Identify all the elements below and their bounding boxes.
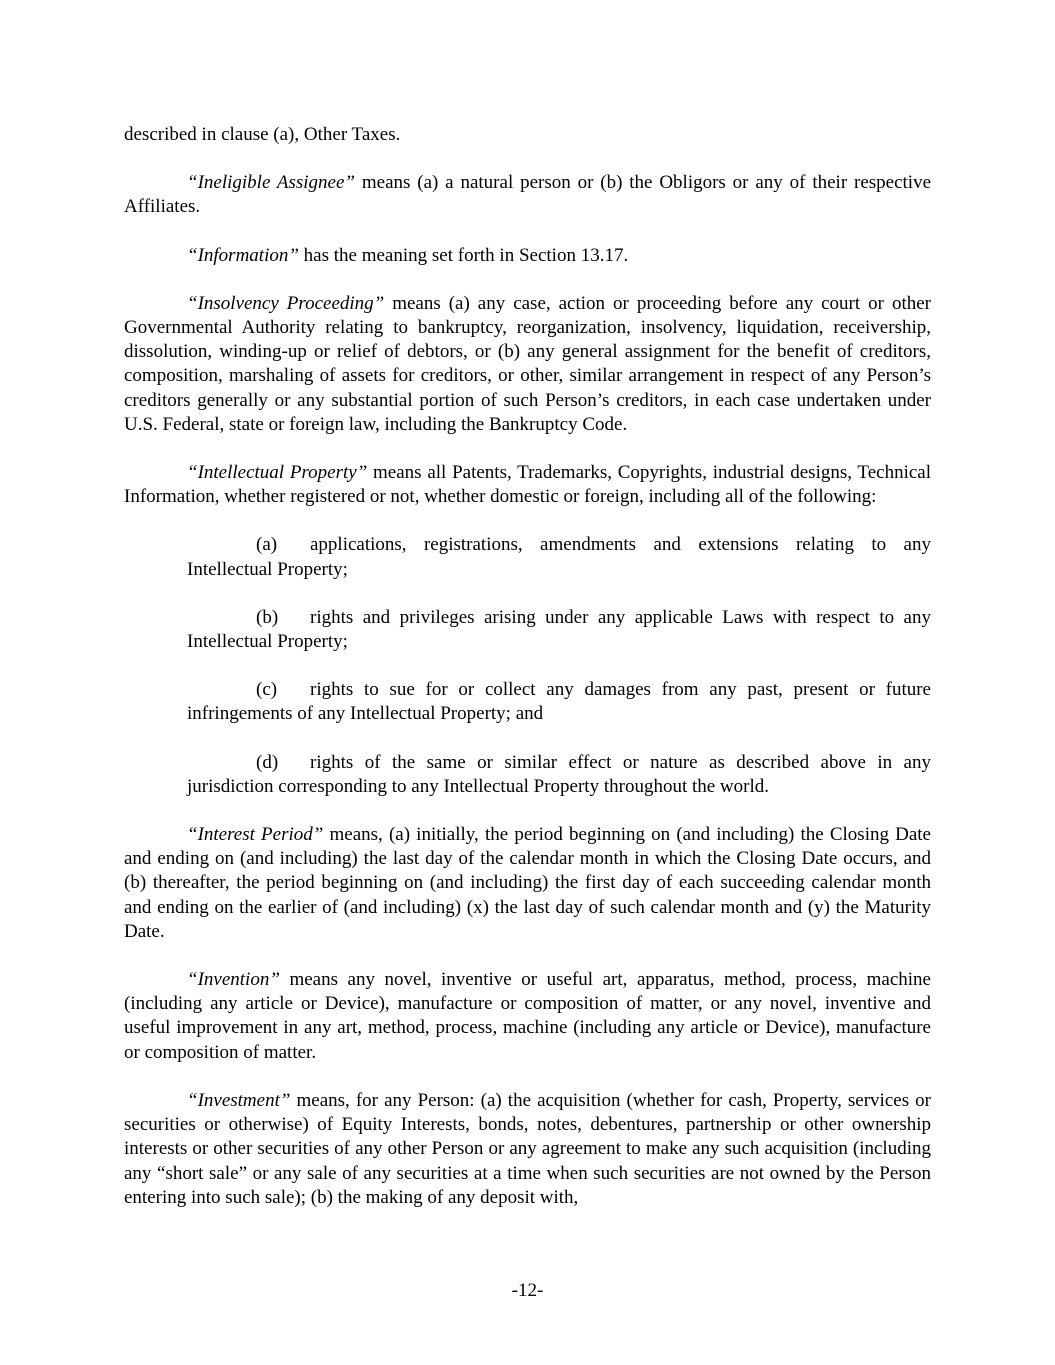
subitem-label: (b) bbox=[256, 606, 279, 628]
defined-term: “Ineligible Assignee” bbox=[187, 172, 355, 194]
document-page bbox=[124, 123, 931, 1234]
subitem-text: applications, registrations, amendments and extensions relating to any Intellectual Property; bbox=[187, 534, 931, 580]
definition-interest-period bbox=[124, 823, 931, 944]
defined-term: “Investment” bbox=[187, 1089, 291, 1111]
definition-text: means (a) a natural person or (b) the Obligors or any of their respective Affiliates. bbox=[124, 172, 932, 218]
subitem-label: (a) bbox=[256, 534, 278, 556]
subitem-text: rights and privileges arising under any applicable Laws with respect to any Intellectual Property; bbox=[187, 606, 931, 653]
subitem-c bbox=[187, 678, 931, 726]
definition-insolvency-proceeding bbox=[124, 292, 931, 437]
subitem-b bbox=[187, 606, 931, 654]
subitem-text: rights to sue for or collect any damages from any past, present or future infringements of any Intellectual Property; and bbox=[187, 679, 931, 725]
subitem-d bbox=[187, 751, 931, 799]
definition-text: has the meaning set forth in Section 13.17. bbox=[298, 244, 629, 266]
definition-investment bbox=[124, 1089, 931, 1210]
definition-text: means, for any Person: (a) the acquisition (whether for cash, Property, services or securities or otherwise) of Equity Interests, bonds, notes, debentures, partnership or other ownership interests or other securities of any other Person or any agreement to make any such acquisition (including any “short sale” or any sale of any securities at a time when such securities are not owned by the Person entering into such sale); (b) the making of any deposit with, bbox=[124, 1089, 931, 1208]
definition-intellectual-property bbox=[124, 461, 931, 509]
definition-ineligible-assignee bbox=[124, 171, 931, 219]
continuation-text: described in clause (a), Other Taxes. bbox=[124, 124, 401, 145]
subitem-text: rights of the same or similar effect or nature as described above in any jurisdiction corresponding to any Intellectual Property throughout the world. bbox=[187, 751, 931, 797]
page-number: -12- bbox=[511, 1280, 544, 1301]
defined-term: “Invention” bbox=[187, 969, 280, 991]
definition-text: means all Patents, Trademarks, Copyrights, industrial designs, Technical Information, whether registered or not, whether domestic or foreign, including all of the following: bbox=[124, 462, 931, 508]
definition-text: means any novel, inventive or useful art, apparatus, method, process, machine (including any article or Device), manufacture or composition of matter, or any novel, inventive and useful improvement in any art, method, process, machine (including any article or Device), manufacture or composition of matter. bbox=[124, 969, 931, 1063]
subitem-label: (d) bbox=[256, 751, 279, 773]
subitem-label: (c) bbox=[256, 679, 278, 701]
definition-text: means, (a) initially, the period beginning on (and including) the Closing Date and ending on (and including) the last day of the calendar month in which the Closing Date occurs, and (b) thereafter, the period beginning on (and including) the first day of each succeeding calendar month and ending on the earlier of (and including) (x) the last day of such calendar month and (y) the Maturity Date. bbox=[124, 824, 931, 942]
definition-invention bbox=[124, 968, 931, 1065]
definition-information bbox=[124, 244, 931, 268]
definition-text: means (a) any case, action or proceeding before any court or other Governmental Authority relating to bankruptcy, reorganization, insolvency, liquidation, receivership, dissolution, winding-up or relief of debtors, or (b) any general assignment for the benefit of creditors, composition, marshaling of assets for creditors, or other, similar arrangement in respect of any Person’s creditors generally or any substantial portion of such Person’s creditors, in each case undertaken under U.S. Federal, state or foreign law, including the Bankruptcy Code. bbox=[124, 292, 931, 435]
defined-term: “Insolvency Proceeding” bbox=[187, 292, 385, 314]
defined-term: “Intellectual Property” bbox=[187, 462, 368, 484]
defined-term: “Information” bbox=[187, 244, 299, 266]
defined-term: “Interest Period” bbox=[187, 824, 324, 846]
subitem-a bbox=[187, 533, 931, 581]
